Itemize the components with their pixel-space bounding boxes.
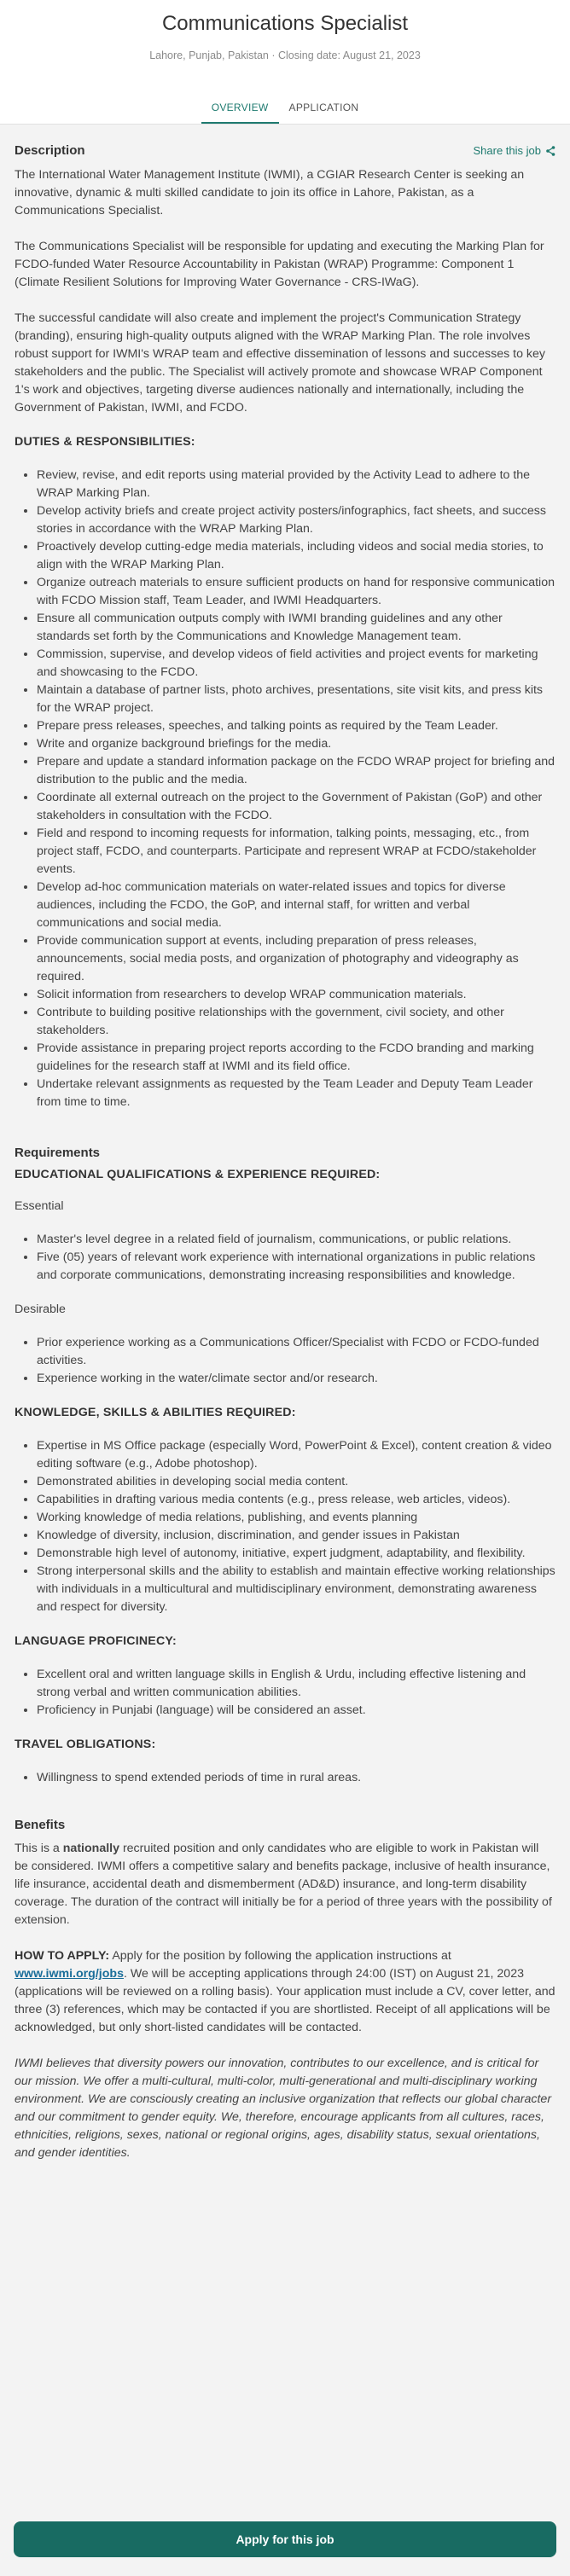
list-item: • Provide communication support at events, including preparation of press releases, announcements, social media posts, and organization of photography and videography as required. xyxy=(37,932,555,986)
tab-bar xyxy=(0,102,570,124)
list-item: • Excellent oral and written language skills in English & Urdu, including effective listening and strong verbal and written communication abilities. xyxy=(37,1666,555,1702)
list-item: • Field and respond to incoming requests for information, talking points, messaging, etc., from project staff, FCDO, and counterparts. Participate and represent WRAP at FCDO/stakeholder events. xyxy=(37,825,555,879)
description-header xyxy=(15,143,555,158)
page-title: Communications Specialist xyxy=(161,12,409,35)
tab-overview[interactable]: OVERVIEW xyxy=(201,102,279,124)
list-item: • Maintain a database of partner lists, photo archives, presentations, site visit kits, and press kits for the WRAP project. xyxy=(37,682,555,717)
ksa-list xyxy=(15,1437,555,1616)
diversity-statement: IWMI believes that diversity powers our innovation, contributes to our excellence, and is critical for our mission. We offer a multi-cultural, multi-color, multi-generational and multi-disciplinary working environment. We are consciously creating an inclusive organization that reflects our global character and our commitment to gender equity. We, therefore, encourage applicants from all cultures, races, ethnicities, religions, sexes, national or regional origins, ages, disability status, sexual orientations, and gender identities. xyxy=(15,2057,552,2160)
list-item: • Commission, supervise, and develop videos of field activities and project events for marketing and showcasing to the FCDO. xyxy=(37,646,555,682)
list-item: • Solicit information from researchers to develop WRAP communication materials. xyxy=(37,986,555,1004)
list-item: • Five (05) years of relevant work experience with international organizations in public relations and corporate communications, demonstrating increasing responsibilities and knowledge. xyxy=(37,1249,555,1285)
description-paragraph: The Communications Specialist will be responsible for updating and executing the Marking Plan for FCDO-funded Water Resource Accountability in Pakistan (WRAP) Programme: Component 1 (Climate Resilient Solutions for Improving Water Governance - CRS-IWaG). xyxy=(15,240,544,289)
how-to-apply-paragraph xyxy=(15,1947,555,2037)
list-item: • Willingness to spend extended periods of time in rural areas. xyxy=(37,1769,555,1787)
job-header xyxy=(0,0,570,125)
how-to-apply-text-before: Apply for the position by following the application instructions at xyxy=(109,1949,451,1963)
language-heading: LANGUAGE PROFICINECY: xyxy=(15,1634,177,1648)
list-item: • Undertake relevant assignments as requested by the Team Leader and Deputy Team Leader from time to time. xyxy=(37,1076,555,1111)
how-to-apply-label: HOW TO APPLY: xyxy=(15,1949,110,1963)
description-paragraph: The International Water Management Institute (IWMI), a CGIAR Research Center is seeking an innovative, dynamic & multi skilled candidate to join its office in Lahore, Pakistan, as a Communications Specialist. xyxy=(15,168,525,218)
how-to-apply-text-after: . We will be accepting applications through 24:00 (IST) on August 21, 2023 (applications will be reviewed on a rolling basis). Your application must include a CV, cover letter, and three (3) references, which may be contacted if you are shortlisted. Receipt of all applications will be acknowledged, but only short-listed candidates will be contacted. xyxy=(15,1967,555,2034)
education-heading: EDUCATIONAL QUALIFICATIONS & EXPERIENCE REQUIRED: xyxy=(15,1168,381,1181)
benefits-paragraph xyxy=(15,1840,555,1929)
list-item: • Demonstrated abilities in developing social media content. xyxy=(37,1473,555,1491)
requirements-title: Requirements xyxy=(15,1146,101,1160)
desirable-label: Desirable xyxy=(15,1303,66,1316)
list-item: • Develop ad-hoc communication materials on water-related issues and topics for diverse audiences, including the FCDO, the GoP, and internal staff, for written and verbal communications and social media. xyxy=(37,879,555,932)
share-label: Share this job xyxy=(473,144,541,157)
list-item: • Prepare and update a standard information package on the FCDO WRAP project for briefing and distribution to the public and the media. xyxy=(37,753,555,789)
travel-heading: TRAVEL OBLIGATIONS: xyxy=(15,1738,156,1751)
jobs-link[interactable]: www.iwmi.org/jobs xyxy=(15,1967,124,1981)
job-content xyxy=(0,125,570,2162)
description-title: Description xyxy=(15,143,85,158)
list-item: • Master's level degree in a related field of journalism, communications, or public relations. xyxy=(37,1231,555,1249)
list-item: • Organize outreach materials to ensure sufficient products on hand for responsive communication with FCDO Mission staff, Team Leader, and IWMI Headquarters. xyxy=(37,574,555,610)
duties-heading: DUTIES & RESPONSIBILITIES: xyxy=(15,435,195,449)
share-icon xyxy=(546,146,555,156)
list-item: • Provide assistance in preparing project reports according to the FCDO branding and marking guidelines for the research staff at IWMI and its field office. xyxy=(37,1040,555,1076)
list-item: • Proactively develop cutting-edge media materials, including videos and social media stories, to align with the WRAP Marking Plan. xyxy=(37,538,555,574)
list-item: • Contribute to building positive relationships with the government, civil society, and other stakeholders. xyxy=(37,1004,555,1040)
description-paragraph: The successful candidate will also create and implement the project's Communication Strategy (branding), ensuring high-quality outputs aligned with the WRAP Marking Plan. The role involves robust support for IWMI's WRAP team and effective dissemination of lessons and successes to key stakeholders and the public. The Specialist will actively promote and showcase WRAP Component 1's work and objectives, targeting diverse audiences nationally and internationally, including the Government of Pakistan, IWMI, and FCDO. xyxy=(15,311,545,415)
list-item: • Proficiency in Punjabi (language) will be considered an asset. xyxy=(37,1702,555,1720)
list-item: • Strong interpersonal skills and the ability to establish and maintain effective working relationships with individuals in a multicultural and multidisciplinary environment, demonstrating awareness and respect for diversity. xyxy=(37,1563,555,1616)
list-item: • Coordinate all external outreach on the project to the Government of Pakistan (GoP) and other stakeholders in consultation with the FCDO. xyxy=(37,789,555,825)
list-item: • Experience working in the water/climate sector and/or research. xyxy=(37,1370,555,1388)
list-item: • Expertise in MS Office package (especially Word, PowerPoint & Excel), content creation & video editing software (e.g., Adobe photoshop). xyxy=(37,1437,555,1473)
benefits-text-after: recruited position and only candidates who are eligible to work in Pakistan will be considered. IWMI offers a competitive salary and benefits package, inclusive of health insurance, life insurance, accidental death and dismemberment (AD&D) insurance, and long-term disability coverage. The duration of the contract will initially be for a period of three years with the possibility of extension. xyxy=(15,1842,552,1927)
list-item: • Develop activity briefs and create project activity posters/infographics, fact sheets, and success stories in accordance with the WRAP Marking Plan. xyxy=(37,502,555,538)
list-item: • Capabilities in drafting various media contents (e.g., press release, web articles, videos). xyxy=(37,1491,555,1509)
list-item: • Working knowledge of media relations, publishing, and events planning xyxy=(37,1509,555,1527)
essential-label: Essential xyxy=(15,1199,64,1213)
desirable-list xyxy=(15,1334,555,1388)
list-item: • Review, revise, and edit reports using material provided by the Activity Lead to adhere to the WRAP Marking Plan. xyxy=(37,467,555,502)
benefits-title: Benefits xyxy=(15,1818,66,1832)
list-item: • Write and organize background briefings for the media. xyxy=(37,735,555,753)
apply-button[interactable]: Apply for this job xyxy=(14,2521,556,2557)
share-job-button[interactable] xyxy=(474,144,556,157)
list-item: • Knowledge of diversity, inclusion, discrimination, and gender issues in Pakistan xyxy=(37,1527,555,1545)
duties-list xyxy=(15,467,555,1111)
travel-list xyxy=(15,1769,555,1787)
list-item: • Prepare press releases, speeches, and talking points as required by the Team Leader. xyxy=(37,717,555,735)
essential-list xyxy=(15,1231,555,1285)
job-location-closing-date: Lahore, Punjab, Pakistan · Closing date: August 21, 2023 xyxy=(149,49,421,61)
apply-bar xyxy=(0,2521,570,2557)
list-item: • Demonstrable high level of autonomy, initiative, expert judgment, adaptability, and flexibility. xyxy=(37,1545,555,1563)
language-list xyxy=(15,1666,555,1720)
benefits-text-before: This is a xyxy=(15,1842,63,1855)
ksa-heading: KNOWLEDGE, SKILLS & ABILITIES REQUIRED: xyxy=(15,1406,296,1419)
list-item: • Prior experience working as a Communications Officer/Specialist with FCDO or FCDO-funded activities. xyxy=(37,1334,555,1370)
tab-application[interactable]: APPLICATION xyxy=(288,102,359,113)
benefits-text-bold: nationally xyxy=(62,1842,119,1855)
list-item: • Ensure all communication outputs comply with IWMI branding guidelines and any other standards set forth by the Communications and Knowledge Management team. xyxy=(37,610,555,646)
